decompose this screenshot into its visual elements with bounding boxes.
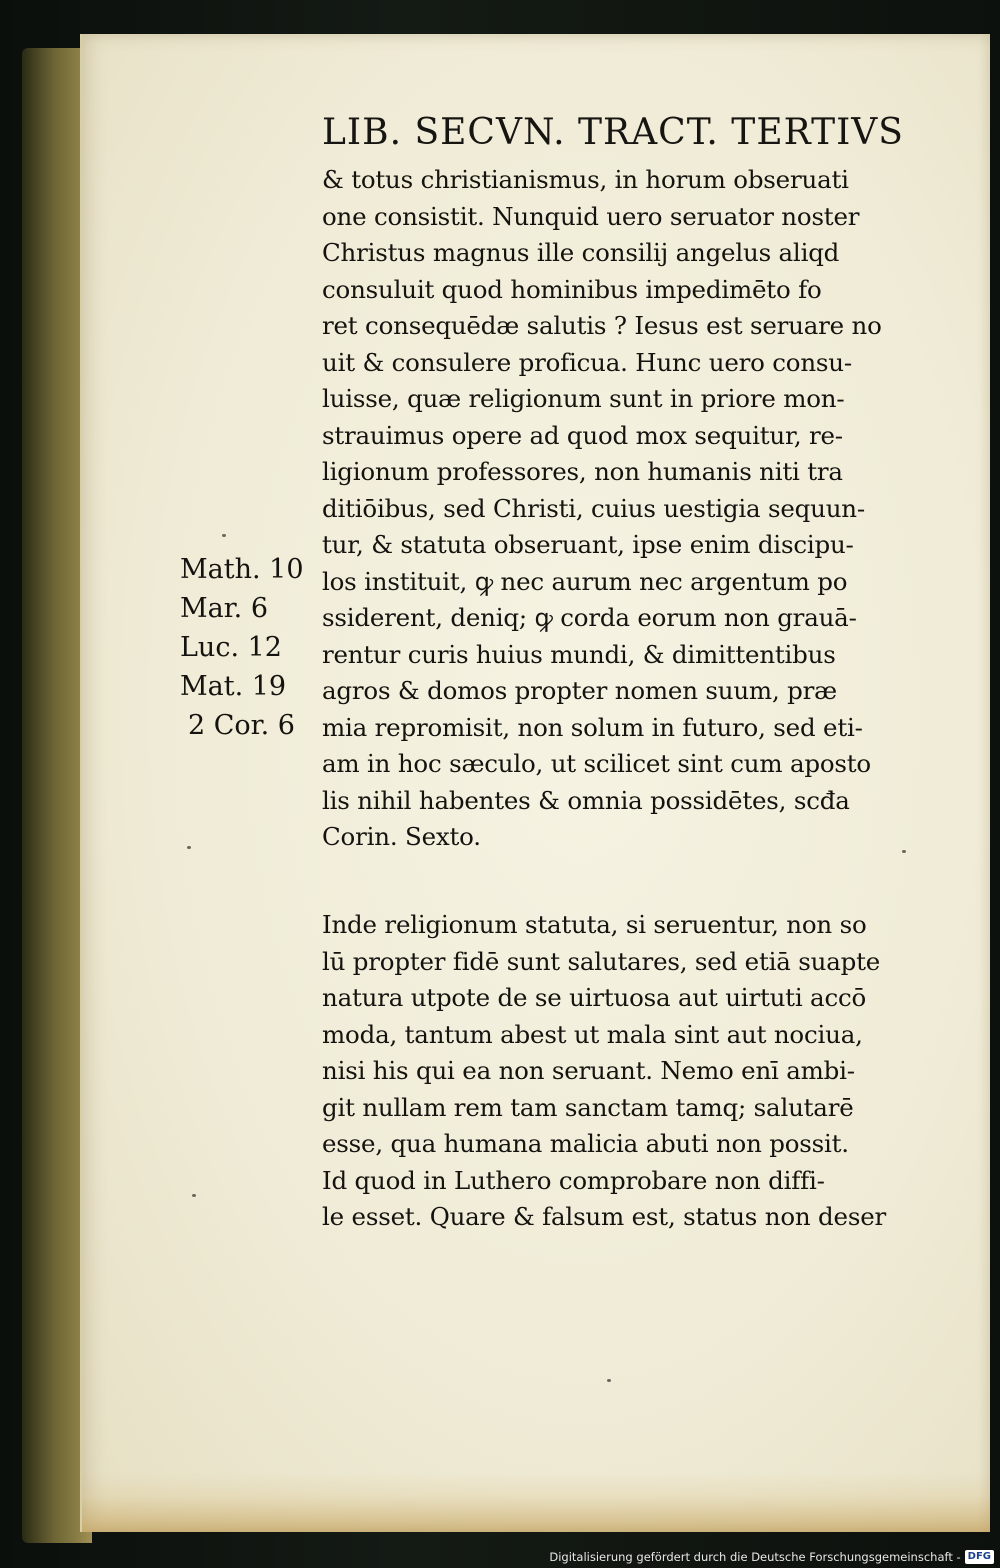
page-stain	[82, 1472, 990, 1532]
text-line: Christus magnus ille consilij angelus aliqd	[322, 238, 840, 267]
paragraph-1	[322, 162, 942, 856]
text-line: consuluit quod hominibus impedimēto fo	[322, 274, 822, 304]
text-line: ret consequēdæ salutis ? Iesus est seruare no	[322, 311, 882, 340]
margin-note: Luc. 12	[180, 632, 282, 663]
digitization-credit	[549, 1550, 994, 1564]
text-line: lū propter fidē sunt salutares, sed etiā suapte	[322, 946, 881, 976]
text-line: git nullam rem tam sanctam tamq; salutarē	[322, 1092, 854, 1122]
text-line: & totus christianismus, in horum obseruati	[322, 165, 849, 194]
text-line: luisse, quæ religionum sunt in priore mon-	[322, 384, 845, 413]
text-line: Inde religionum statuta, si seruentur, non so	[322, 910, 867, 939]
paragraph-2	[322, 907, 942, 1236]
text-line: Id quod in Luthero comprobare non diffi-	[322, 1165, 825, 1195]
text-line: Corin. Sexto.	[322, 822, 481, 851]
text-line: los instituit, ꝙ nec aurum nec argentum po	[322, 566, 848, 596]
text-line: uit & consulere proficua. Hunc uero consu-	[322, 347, 852, 377]
ink-speck	[192, 1194, 196, 1197]
text-line: nisi his qui ea non seruant. Nemo enī ambi-	[322, 1056, 855, 1085]
text-line: moda, tantum abest ut mala sint aut nociua,	[322, 1019, 863, 1049]
margin-note: 2 Cor. 6	[188, 710, 295, 741]
text-line: agros & domos propter nomen suum, præ	[322, 676, 837, 705]
margin-notes	[180, 550, 320, 745]
text-line: mia repromisit, non solum in futuro, sed eti-	[322, 712, 863, 742]
credit-text: Digitalisierung gefördert durch die Deutsche Forschungsgemeinschaft -	[549, 1550, 961, 1564]
text-line: rentur curis huius mundi, & dimittentibus	[322, 639, 836, 669]
ink-speck	[607, 1379, 611, 1382]
ink-speck	[222, 534, 226, 537]
text-line: ligionum professores, non humanis niti tra	[322, 457, 843, 486]
text-line: one consistit. Nunquid uero seruator noster	[322, 201, 860, 231]
text-line: lis nihil habentes & omnia possidētes, scđa	[322, 785, 850, 815]
dfg-logo: DFG	[965, 1550, 994, 1564]
margin-note: Mat. 19	[180, 671, 287, 702]
text-line: le esset. Quare & falsum est, status non deser	[322, 1202, 887, 1231]
ink-speck	[187, 846, 191, 849]
text-line: esse, qua humana malicia abuti non possit.	[322, 1129, 849, 1158]
text-line: am in hoc sæculo, ut scilicet sint cum aposto	[322, 749, 871, 778]
margin-note: Math. 10	[180, 554, 304, 585]
running-head: LIB. SECVN. TRACT. TERTIVS	[322, 112, 904, 153]
text-line: tur, & statuta obseruant, ipse enim discipu-	[322, 530, 854, 559]
margin-note: Mar. 6	[180, 593, 269, 624]
text-line: strauimus opere ad quod mox sequitur, re-	[322, 420, 843, 450]
text-line: ssiderent, deniq; ꝙ corda eorum non grauā-	[322, 603, 857, 632]
text-line: ditiōibus, sed Christi, cuius uestigia sequun-	[322, 493, 865, 523]
text-line: natura utpote de se uirtuosa aut uirtuti accō	[322, 983, 867, 1012]
